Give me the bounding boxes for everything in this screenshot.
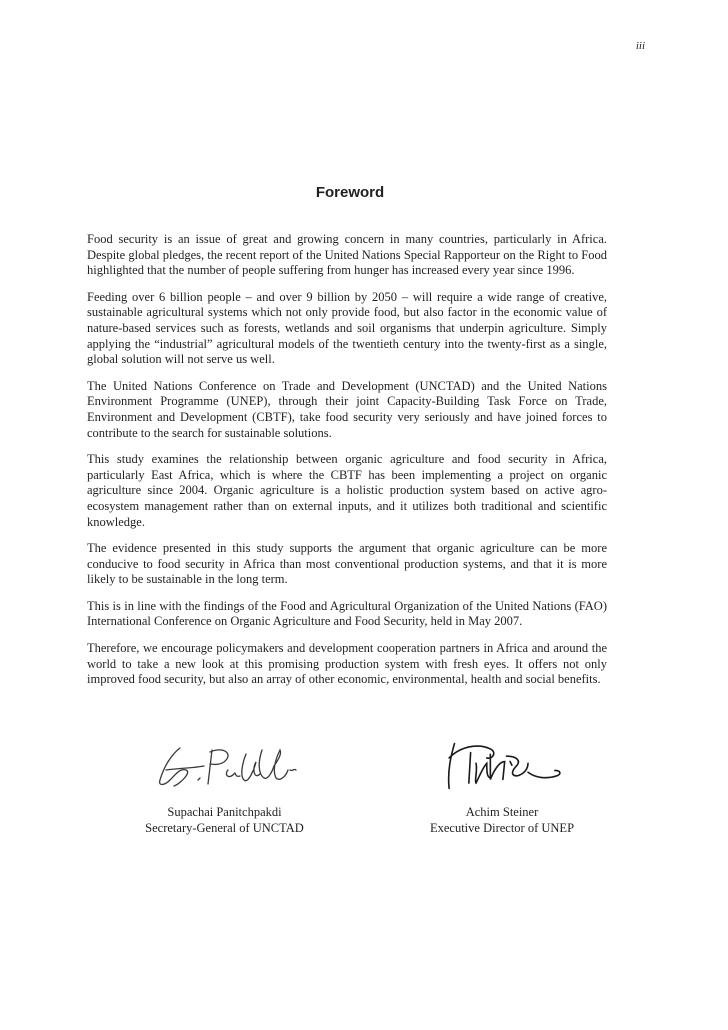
page-number: iii [635, 40, 645, 52]
handwritten-signature-icon [427, 740, 577, 792]
paragraph: The evidence presented in this study supports the argument that organic agriculture can be more conducive to food security in Africa than most conventional production systems, and that it is more likely to be sustainable in the long term. [87, 541, 607, 587]
paragraph: This is in line with the findings of the Food and Agricultural Organization of the United Nations (FAO) International Conference on Organic Agriculture and Food Security, held in May 2007. [87, 598, 607, 629]
paragraph: The United Nations Conference on Trade and Development (UNCTAD) and the United Nations Environment Programme (UNEP), through their joint Capacity-Building Task Force on Trade, Environment and Development (CBTF), take food security very seriously and have joined forces to contribute to the search for sustainable solutions. [87, 378, 607, 440]
paragraph: Feeding over 6 billion people – and over 9 billion by 2050 – will require a wide range of creative, sustainable agricultural systems which not only provide food, but also factor in the economic value of nature-based services such as forests, wetlands and soil organisms that underpin agriculture. Simply applying the “industrial” agricultural models of the twentieth century into the twenty-first as a single, global solution will not serve us well. [87, 289, 607, 367]
paragraph: Food security is an issue of great and growing concern in many countries, particularly in Africa. Despite global pledges, the recent report of the United Nations Special Rapporteur on the Right to Food highlighted that the number of people suffering from hunger has increased every year since 1996. [87, 232, 607, 278]
signatory-name: Supachai Panitchpakdi [167, 805, 282, 819]
page-title: Foreword [315, 184, 385, 201]
signatory-name: Achim Steiner [465, 805, 539, 819]
signatory-title: Secretary-General of UNCTAD [145, 821, 304, 835]
handwritten-signature-icon [150, 740, 300, 792]
signatures-section [87, 740, 607, 840]
signatory-unep [397, 740, 607, 836]
signatory-title: Executive Director of UNEP [429, 821, 575, 835]
foreword-body [87, 232, 607, 699]
paragraph: This study examines the relationship between organic agriculture and food security in Africa, particularly East Africa, which is where the CBTF has been implementing a project on organic agriculture since 2004. Organic agriculture is a holistic production system based on active agro-ecosystem management rather than on external inputs, and it utilizes both traditional and scientific knowledge. [87, 452, 607, 529]
signatory-unctad [97, 740, 352, 836]
paragraph: Therefore, we encourage policymakers and development cooperation partners in Africa and around the world to take a new look at this promising production system with fresh eyes. It offers not only improved food security, but also an array of other economic, environmental, health and social benefits. [87, 641, 607, 687]
